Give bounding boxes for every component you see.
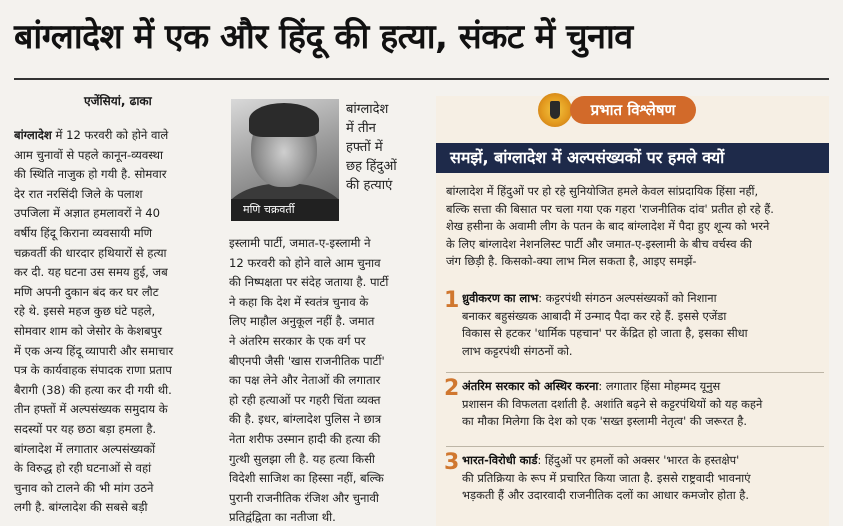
article-column-1 — [14, 126, 216, 526]
point-number: 1 — [444, 288, 460, 313]
col1-line: देर रात नरसिंदी जिले के पलाश — [14, 186, 143, 201]
col1-line: बांग्लादेश में लगातार अल्पसंख्यकों — [14, 441, 156, 456]
col2-line: लिए माहौल अनुकूल नहीं है. जमात — [229, 314, 375, 329]
col1-line: की स्थिति नाजुक हो गयी है. सोमवार — [14, 167, 167, 182]
point-number: 3 — [444, 450, 460, 475]
col1-line: लगी है. बांग्लादेश की सबसे बड़ी — [14, 500, 148, 515]
dateline: एजेंसियां, ढाका — [84, 94, 152, 108]
col2-line: पुरानी राजनीतिक रंजिश और चुनावी — [229, 490, 379, 505]
point-line: अंतरिम सरकार को अस्थिर करना: लगातार हिंसा मोहम्मद यूनुस — [462, 379, 721, 393]
col2-line: हो रही हत्याओं पर गहरी चिंता व्यक्त — [229, 392, 381, 407]
col2-line: का पक्ष लेने और नेताओं की लगातार — [229, 373, 381, 388]
pull-quote-line: छह हिंदुओं — [346, 159, 397, 174]
col1-line: पत्र के कार्यवाहक संपादक राणा प्रताप — [14, 363, 172, 378]
point-line: का मौका मिलेगा कि देश को एक 'सख्त इस्लामी नेतृत्व' की जरूरत है. — [462, 414, 747, 428]
col1-line: के विरुद्ध हो रही घटनाओं से वहां — [14, 461, 152, 476]
point-body — [462, 378, 828, 431]
headline-rule — [14, 78, 829, 80]
intro-line: शेख हसीना के अवामी लीग के पतन के बाद बांग्लादेश में पैदा हुए शून्य को भरने — [446, 219, 770, 233]
point-line: ध्रुवीकरण का लाभ: कट्टरपंथी संगठन अल्पसंख्यकों को निशाना — [462, 291, 717, 305]
point-line: विकास से हटकर 'धार्मिक पहचान' पर केंद्रित हो जाता है, इसका सीधा — [462, 326, 748, 340]
intro-line: जंग छिड़ी है. किसको-क्या लाभ मिल सकता है, आइए समझें- — [446, 254, 697, 268]
intro-line: बांग्लादेश में हिंदुओं पर हो रहे सुनियोजित हमले केवल सांप्रदायिक हिंसा नहीं, — [446, 184, 759, 198]
point-lead: ध्रुवीकरण का लाभ — [462, 291, 539, 305]
col2-line: ने अंतरिम सरकार के एक वर्ग पर — [229, 333, 366, 348]
pull-quote — [346, 100, 426, 195]
point-lead: भारत-विरोधी कार्ड — [462, 453, 538, 467]
col1-line: में एक अन्य हिंदू व्यापारी और समाचार — [14, 343, 174, 358]
col2-line: की निष्पक्षता पर संदेह जताया है. पार्टी — [229, 275, 389, 290]
pull-quote-line: की हत्याएं — [346, 178, 393, 193]
col2-line: प्रतिद्वंद्विता का नतीजा थी. — [229, 510, 336, 525]
intro-line: बल्कि सत्ता की बिसात पर चला गया एक गहरा 'राजनीतिक दांव' प्रतीत हो रहे हैं. — [446, 201, 774, 216]
point-line: भड़कती हैं और उदारवादी राजनीतिक दलों का आधार कमजोर होता है. — [462, 488, 749, 502]
col2-line: इस्लामी पार्टी, जमात-ए-इस्लामी ने — [229, 236, 371, 250]
point-line: बनाकर बहुसंख्यक आबादी में उन्माद पैदा कर रहे हैं. इससे एजेंडा — [462, 308, 727, 323]
point-body — [462, 452, 828, 505]
col1-line: चक्रवर्ती की धारदार हथियारों से हत्या — [14, 245, 167, 260]
col1-line: वर्षीय हिंदू किराना व्यवसायी मणि — [14, 225, 153, 240]
col1-line: तीन हफ्तों में अल्पसंख्यक समुदाय के — [14, 402, 168, 417]
analysis-point — [440, 290, 828, 360]
point-line: भारत-विरोधी कार्ड: हिंदुओं पर हमलों को अक्सर 'भारत के हस्तक्षेप' — [462, 453, 740, 467]
col1-lead-word: बांग्लादेश — [14, 128, 52, 142]
col1-line: चुनाव को टालने की भी मांग उठने — [14, 480, 154, 495]
analysis-title: समझें, बांग्लादेश में अल्पसंख्यकों पर हमले क्यों — [436, 143, 829, 173]
point-line: प्रशासन की विफलता दर्शाती है. अशांति बढ़ने से कट्टरपंथियों को यह कहने — [462, 396, 763, 411]
point-lead: अंतरिम सरकार को अस्थिर करना — [462, 379, 599, 393]
pen-shape — [550, 101, 560, 119]
col1-line: उपजिला में अज्ञात हमलावरों ने 40 — [14, 206, 160, 221]
col2-line: नेता शरीफ उस्मान हादी की हत्या की — [229, 431, 381, 446]
col1-line: बांग्लादेश में 12 फरवरी को होने वाले — [14, 128, 169, 142]
intro-line: के लिए बांग्लादेश नेशनलिस्ट पार्टी और जमात-ए-इस्लामी के बीच वर्चस्व की — [446, 236, 752, 251]
pull-quote-line: हफ्तों में — [346, 140, 383, 155]
point-line: की प्रतिक्रिया के रूप में प्रचारित किया जाता है. इससे राष्ट्रवादी भावनाएं — [462, 470, 751, 485]
col1-line: आम चुनावों से पहले कानून-व्यवस्था — [14, 147, 163, 162]
point-body — [462, 290, 828, 360]
col1-line: मणि अपनी दुकान बंद कर घर लौट — [14, 284, 159, 299]
col2-line: ने कहा कि देश में स्वतंत्र चुनाव के — [229, 294, 369, 309]
pull-quote-line: बांग्लादेश — [346, 102, 389, 117]
analysis-brand-badge: प्रभात विश्लेषण — [570, 96, 696, 124]
photo-hair — [249, 103, 319, 137]
col1-line: सोमवार शाम को जेसोर के केशबपुर — [14, 323, 162, 338]
col2-line: की है. इधर, बांग्लादेश पुलिस ने छात्र — [229, 412, 382, 427]
col1-line: कर दी. यह घटना उस समय हुई, जब — [14, 265, 168, 280]
analysis-point — [440, 378, 828, 431]
article-column-2 — [229, 234, 427, 526]
col1-line: सदस्यों पर यह छठा बड़ा हमला है. — [14, 421, 157, 436]
pen-nib-icon — [538, 93, 572, 127]
point-number: 2 — [444, 376, 460, 401]
col1-line: बैरागी (38) की हत्या कर दी गयी थी. — [14, 382, 172, 397]
col2-line: बीएनपी जैसी 'खास राजनीतिक पार्टी' — [229, 353, 385, 368]
pull-quote-line: में तीन — [346, 121, 376, 136]
headline: बांग्लादेश में एक और हिंदू की हत्या, संकट में चुनाव — [14, 17, 633, 57]
point-line: लाभ कट्टरपंथी संगठनों को. — [462, 343, 573, 358]
col2-line: 12 फरवरी को होने वाले आम चुनाव — [229, 255, 381, 270]
photo-caption: मणि चक्रवर्ती — [231, 199, 339, 221]
col2-line: विदेशी साजिश का हिस्सा नहीं, बल्कि — [229, 471, 384, 486]
analysis-point — [440, 452, 828, 505]
point-divider — [446, 446, 824, 447]
point-divider — [446, 372, 824, 373]
analysis-intro — [446, 183, 824, 271]
col1-line: रहे थे. इससे महज कुछ घंटे पहले, — [14, 304, 156, 319]
col2-line: गुत्थी सुलझा ली है. यह हत्या किसी — [229, 451, 375, 466]
